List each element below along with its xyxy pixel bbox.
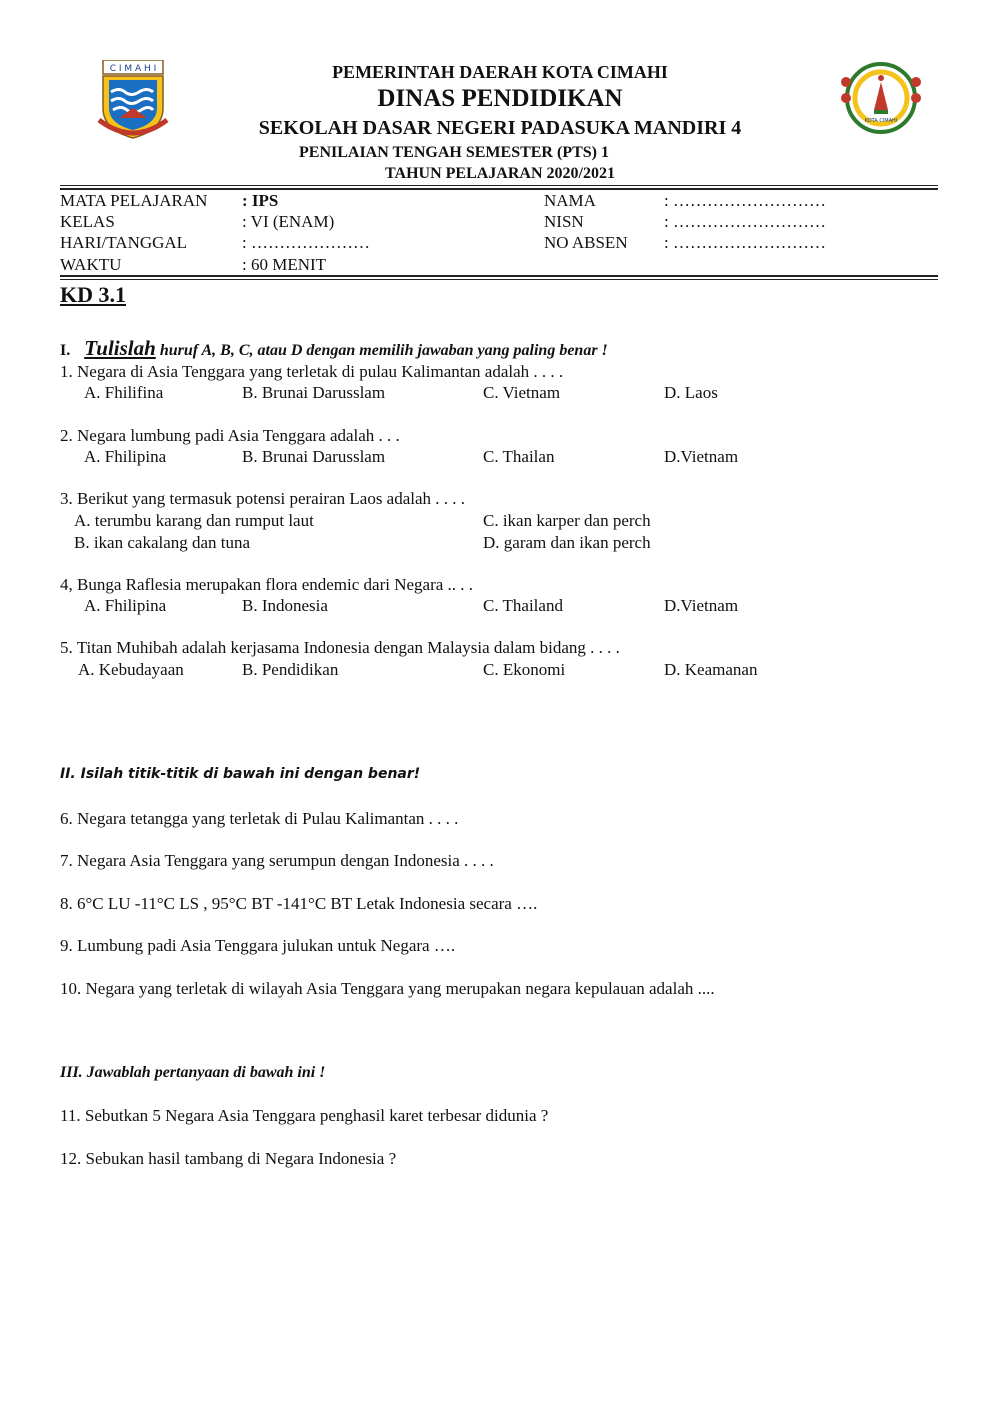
question-8: 8. 6°C LU -11°C LS , 95°C BT -141°C BT Letak Indonesia secara …. (60, 894, 538, 913)
section1-heading (60, 336, 608, 361)
q1-option-b: B. Brunai Darusslam (242, 383, 386, 402)
value-hari-tanggal: : ………………… (242, 233, 370, 252)
q1-option-a: A. Fhilifina (84, 383, 164, 402)
value-kelas: : VI (ENAM) (242, 212, 335, 231)
info-divider-thick (60, 275, 938, 277)
kd-heading: KD 3.1 (60, 282, 126, 307)
section1-keyword: Tulislah (84, 336, 156, 360)
q1-option-d: D. Laos (664, 383, 718, 402)
label-hari-tanggal: HARI/TANGGAL (60, 233, 188, 252)
q5-option-c: C. Ekonomi (483, 660, 566, 679)
q2-option-d: D.Vietnam (664, 447, 739, 466)
section1-number: I. (60, 342, 71, 359)
question-2: 2. Negara lumbung padi Asia Tenggara adalah . . . (60, 426, 400, 445)
question-5: 5. Titan Muhibah adalah kerjasama Indonesia dengan Malaysia dalam bidang . . . . (60, 638, 620, 657)
label-nisn: NISN (544, 212, 584, 231)
question-11: 11. Sebutkan 5 Negara Asia Tenggara penghasil karet terbesar didunia ? (60, 1106, 549, 1125)
question-9: 9. Lumbung padi Asia Tenggara julukan untuk Negara …. (60, 936, 456, 955)
q3-option-d: D. garam dan ikan perch (483, 533, 651, 552)
question-12: 12. Sebukan hasil tambang di Negara Indonesia ? (60, 1149, 397, 1168)
label-nama: NAMA (544, 191, 596, 210)
header-divider (60, 185, 938, 186)
label-no-absen: NO ABSEN (544, 233, 628, 252)
header-year: TAHUN PELAJARAN 2020/2021 (385, 165, 615, 182)
question-4: 4, Bunga Raflesia merupakan flora endemic dari Negara .. . . (60, 575, 474, 594)
header-government: PEMERINTAH DAERAH KOTA CIMAHI (332, 62, 668, 82)
value-waktu: : 60 MENIT (242, 255, 327, 274)
q4-option-d: D.Vietnam (664, 596, 739, 615)
q2-option-c: C. Thailan (483, 447, 555, 466)
q2-option-a: A. Fhilipina (84, 447, 167, 466)
q5-option-d: D. Keamanan (664, 660, 758, 679)
question-6: 6. Negara tetangga yang terletak di Pulau Kalimantan . . . . (60, 809, 459, 828)
q4-option-c: C. Thailand (483, 596, 563, 615)
question-7: 7. Negara Asia Tenggara yang serumpun dengan Indonesia . . . . (60, 851, 494, 870)
q3-option-a: A. terumbu karang dan rumput laut (74, 511, 314, 530)
q1-option-c: C. Vietnam (483, 383, 561, 402)
label-waktu: WAKTU (60, 255, 122, 274)
question-3: 3. Berikut yang termasuk potensi perairan Laos adalah . . . . (60, 489, 466, 508)
value-nama: : ……………………… (664, 191, 826, 210)
section1-instruction: huruf A, B, C, atau D dengan memilih jawaban yang paling benar ! (155, 342, 608, 359)
q4-option-b: B. Indonesia (242, 596, 328, 615)
q3-option-c: C. ikan karper dan perch (483, 511, 651, 530)
question-1: 1. Negara di Asia Tenggara yang terletak di pulau Kalimantan adalah . . . . (60, 362, 564, 381)
q5-option-a: A. Kebudayaan (78, 660, 184, 679)
header-exam: PENILAIAN TENGAH SEMESTER (PTS) 1 (299, 144, 609, 161)
info-divider (60, 279, 938, 280)
header-divider-thick (60, 188, 938, 190)
header-school: SEKOLAH DASAR NEGERI PADASUKA MANDIRI 4 (258, 117, 742, 139)
left-logo-text: C I M A H I (109, 64, 157, 74)
section3-heading: III. Jawablah pertanyaan di bawah ini ! (60, 1064, 326, 1081)
label-kelas: KELAS (60, 212, 115, 231)
value-nisn: : ……………………… (664, 212, 826, 231)
value-no-absen: : ……………………… (664, 233, 826, 252)
label-mata-pelajaran: MATA PELAJARAN (60, 191, 208, 210)
q3-option-b: B. ikan cakalang dan tuna (74, 533, 251, 552)
header-department: DINAS PENDIDIKAN (377, 85, 623, 112)
q2-option-b: B. Brunai Darusslam (242, 447, 386, 466)
right-logo-text: KOTA CIMAHI (864, 118, 898, 124)
question-10: 10. Negara yang terletak di wilayah Asia Tenggara yang merupakan negara kepulauan adalah .... (60, 979, 715, 998)
value-mata-pelajaran: : IPS (242, 191, 279, 210)
q4-option-a: A. Fhilipina (84, 596, 167, 615)
section2-heading: II. Isilah titik-titik di bawah ini dengan benar! (60, 766, 421, 782)
q5-option-b: B. Pendidikan (242, 660, 339, 679)
